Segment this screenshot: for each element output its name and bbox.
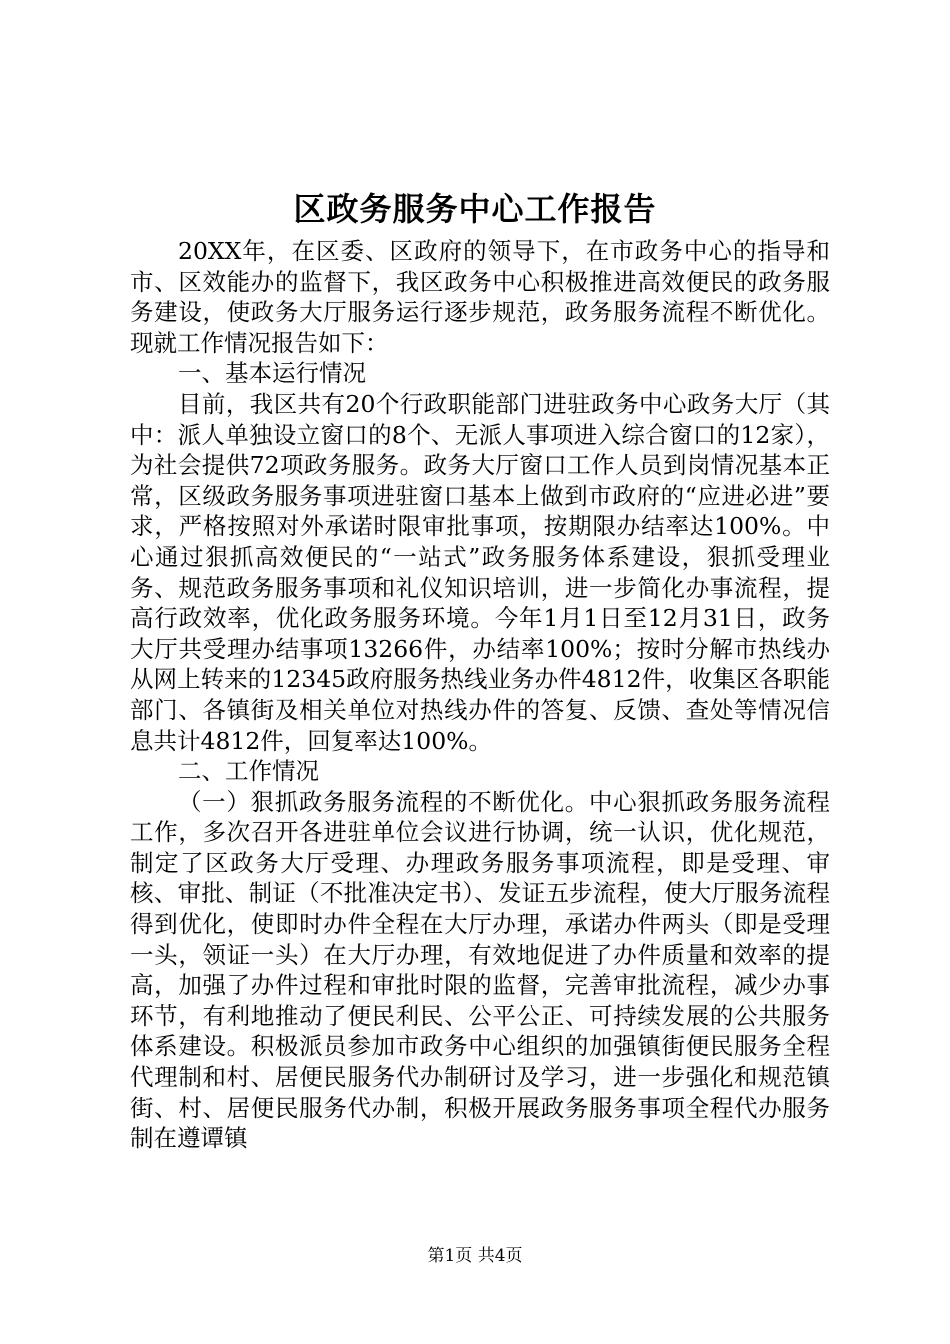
document-body bbox=[130, 236, 830, 1154]
intro-paragraph: 20XX年，在区委、区政府的领导下，在市政务中心的指导和市、区效能办的监督下，我区政务中心积极推进高效便民的政务服务建设，使政务大厅服务运行逐步规范，政务服务流程不断优化。现就工作情况报告如下： bbox=[130, 237, 830, 357]
document-title: 区政务服务中心工作报告 bbox=[293, 190, 657, 228]
basic-operation-paragraph: 目前，我区共有20个行政职能部门进驻政务中心政务大厅（其中：派人单独设立窗口的8个、无派人事项进入综合窗口的12家），为社会提供72项政务服务。政务大厅窗口工作人员到岗情况基本正常，区级政务服务事项进驻窗口基本上做到市政府的“应进必进”要求，严格按照对外承诺时限审批事项，按期限办结率达100%。中心通过狠抓高效便民的“一站式”政务服务体系建设，狠抓受理业务、规范政务服务事项和礼仪知识培训，进一步简化办事流程，提高行政效率，优化政务服务环境。今年1月1日至12月31日，政务大厅共受理办结事项13266件，办结率100%；按时分解市热线办从网上转来的12345政府服务热线业务办件4812件，收集区各职能部门、各镇街及相关单位对热线办件的答复、反馈、查处等情况信息共计4812件，回复率达100%。 bbox=[130, 389, 830, 755]
work-situation-paragraph: （一）狠抓政务服务流程的不断优化。中心狠抓政务服务流程工作，多次召开各进驻单位会议进行协调，统一认识，优化规范，制定了区政务大厅受理、办理政务服务事项流程，即是受理、审核、审批、制证（不批准决定书）、发证五步流程，使大厅服务流程得到优化，使即时办件全程在大厅办理，承诺办件两头（即是受理一头，领证一头）在大厅办理，有效地促进了办件质量和效率的提高，加强了办件过程和审批时限的监督，完善审批流程，减少办事环节，有利地推动了便民利民、公平公正、可持续发展的公共服务体系建设。积极派员参加市政务中心组织的加强镇街便民服务全程代理制和村、居便民服务代办制研讨及学习，进一步强化和规范镇街、村、居便民服务代办制，积极开展政务服务事项全程代办服务制在遵谭镇 bbox=[130, 787, 830, 1153]
section-heading-work-situation: 二、工作情况 bbox=[178, 757, 319, 786]
section-heading-basic-operation: 一、基本运行情况 bbox=[178, 359, 366, 388]
page-number-footer: 第1页 共4页 bbox=[427, 1246, 523, 1266]
